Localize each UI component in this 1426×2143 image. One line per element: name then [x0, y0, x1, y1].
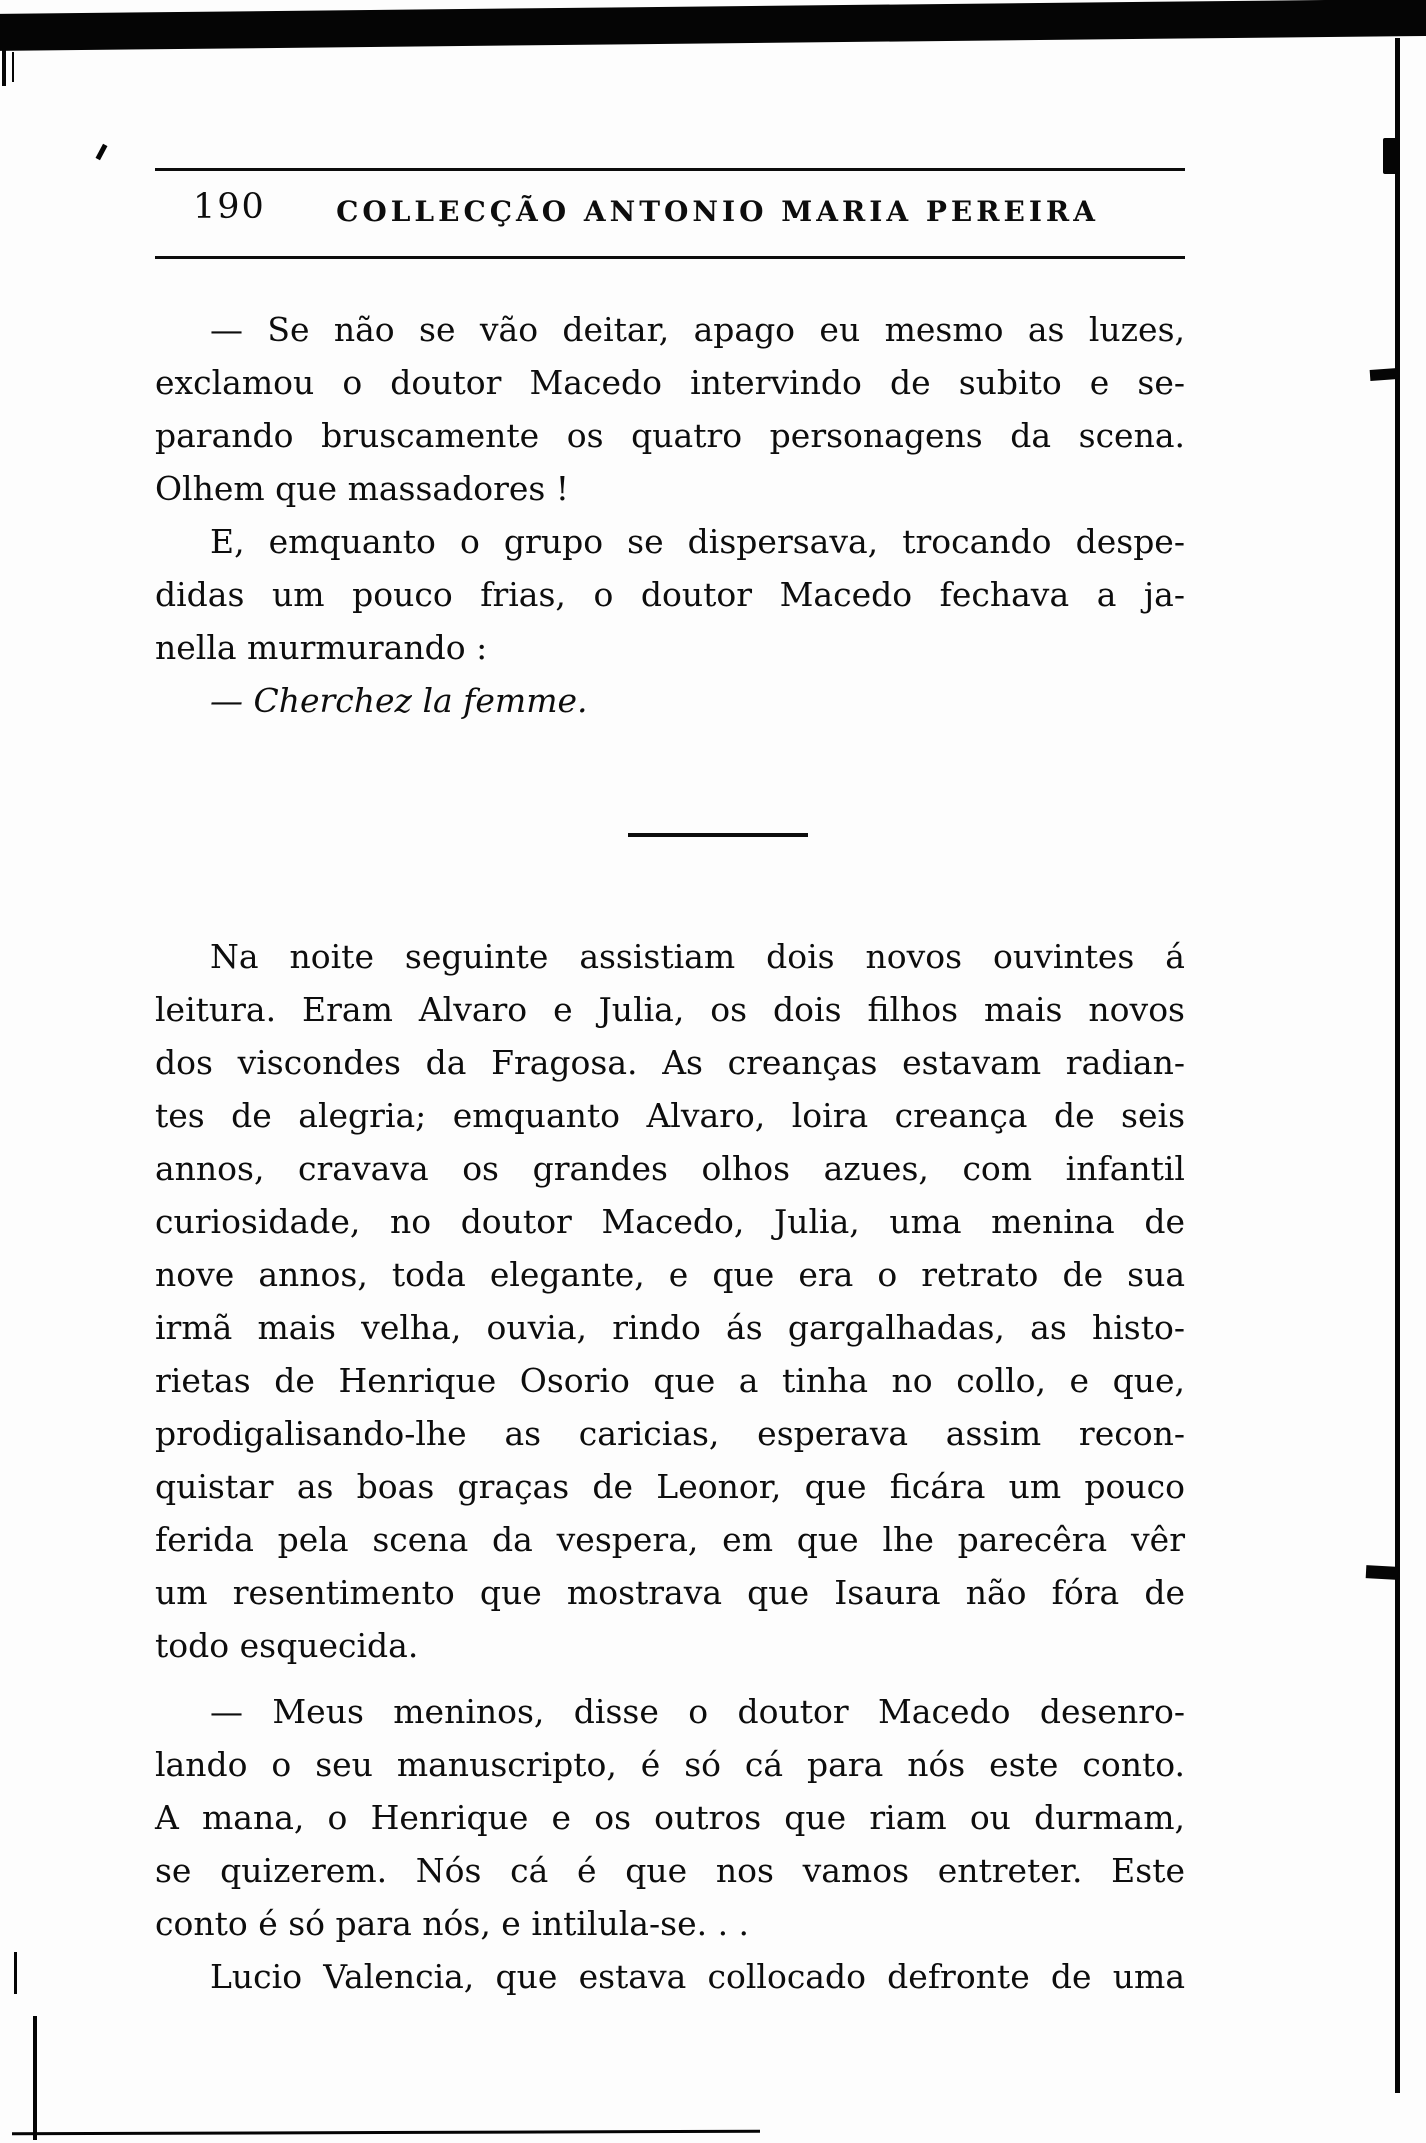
- scan-hook-right-lower: [1366, 1565, 1399, 1580]
- text-line: conto é só para nós, e intilula-se. . .: [155, 1904, 750, 1943]
- text-line: leitura. Eram Alvaro e Julia, os dois filhos mais novos: [155, 990, 1185, 1029]
- section-divider: [628, 833, 808, 837]
- scan-blob-right-top: [1383, 138, 1398, 174]
- text-line: todo esquecida.: [155, 1626, 419, 1665]
- text-line: A mana, o Henrique e os outros que riam ou durmam,: [155, 1798, 1185, 1837]
- text-line: E, emquanto o grupo se dispersava, trocando despe-: [210, 522, 1185, 561]
- running-title: COLLECÇÃO ANTONIO MARIA PEREIRA: [336, 195, 1099, 228]
- paragraph: [155, 303, 1185, 515]
- scan-hook-right-upper: [1370, 368, 1399, 381]
- text-line: didas um pouco frias, o doutor Macedo fechava a ja-: [155, 575, 1185, 614]
- header-rule-bottom: [155, 256, 1185, 259]
- text-line: annos, cravava os grandes olhos azues, com infantil: [155, 1149, 1185, 1188]
- text-line: — Se não se vão deitar, apago eu mesmo as luzes,: [210, 310, 1185, 349]
- text-line: um resentimento que mostrava que Isaura não fóra de: [155, 1573, 1185, 1612]
- paragraph: [155, 674, 1185, 727]
- text-line: quistar as boas graças de Leonor, que ficára um pouco: [155, 1467, 1185, 1506]
- scan-edge-left-bottom: [33, 2016, 37, 2140]
- text-line: irmã mais velha, ouvia, rindo ás gargalhadas, as histo-: [155, 1308, 1185, 1347]
- text-line: se quizerem. Nós cá é que nos vamos entreter. Este: [155, 1851, 1185, 1890]
- paragraph: [155, 515, 1185, 674]
- scan-edge-bottom: [12, 2130, 760, 2136]
- text-line: — Meus meninos, disse o doutor Macedo desenro-: [210, 1692, 1185, 1731]
- page-header: [155, 168, 1185, 259]
- scan-edge-right: [1395, 38, 1400, 2093]
- header-row: [155, 171, 1185, 256]
- text-line: Lucio Valencia, que estava collocado defronte de uma: [210, 1957, 1185, 1996]
- text-line: dos viscondes da Fragosa. As creanças estavam radian-: [155, 1043, 1185, 1082]
- scan-edge-top: [0, 0, 1426, 51]
- text-line: curiosidade, no doutor Macedo, Julia, uma menina de: [155, 1202, 1185, 1241]
- text-line: rietas de Henrique Osorio que a tinha no collo, e que,: [155, 1361, 1185, 1400]
- text-line: tes de alegria; emquanto Alvaro, loira creança de seis: [155, 1096, 1185, 1135]
- paragraph: [155, 1950, 1185, 2003]
- scan-speck: [96, 144, 108, 160]
- paragraph: [155, 930, 1185, 1672]
- text-line: lando o seu manuscripto, é só cá para nós este conto.: [155, 1745, 1185, 1784]
- page-number: 190: [193, 187, 266, 227]
- text-line: prodigalisando-lhe as caricias, esperava assim recon-: [155, 1414, 1185, 1453]
- text-line: — Cherchez la femme.: [210, 681, 588, 720]
- scan-mark-left-top: [2, 46, 6, 86]
- paragraph: [155, 1685, 1185, 1950]
- text-line: Olhem que massadores !: [155, 469, 570, 508]
- text-line: nove annos, toda elegante, e que era o retrato de sua: [155, 1255, 1185, 1294]
- scan-mark-left-top-2: [12, 52, 14, 82]
- text-line: exclamou o doutor Macedo intervindo de subito e se-: [155, 363, 1185, 402]
- text-line: parando bruscamente os quatro personagens da scena.: [155, 416, 1185, 455]
- text-line: nella murmurando :: [155, 628, 488, 667]
- text-line: Na noite seguinte assistiam dois novos ouvintes á: [210, 937, 1185, 976]
- scan-mark-left-bottom: [14, 1952, 17, 1994]
- body-text: [155, 303, 1185, 2003]
- text-line: ferida pela scena da vespera, em que lhe parecêra vêr: [155, 1520, 1185, 1559]
